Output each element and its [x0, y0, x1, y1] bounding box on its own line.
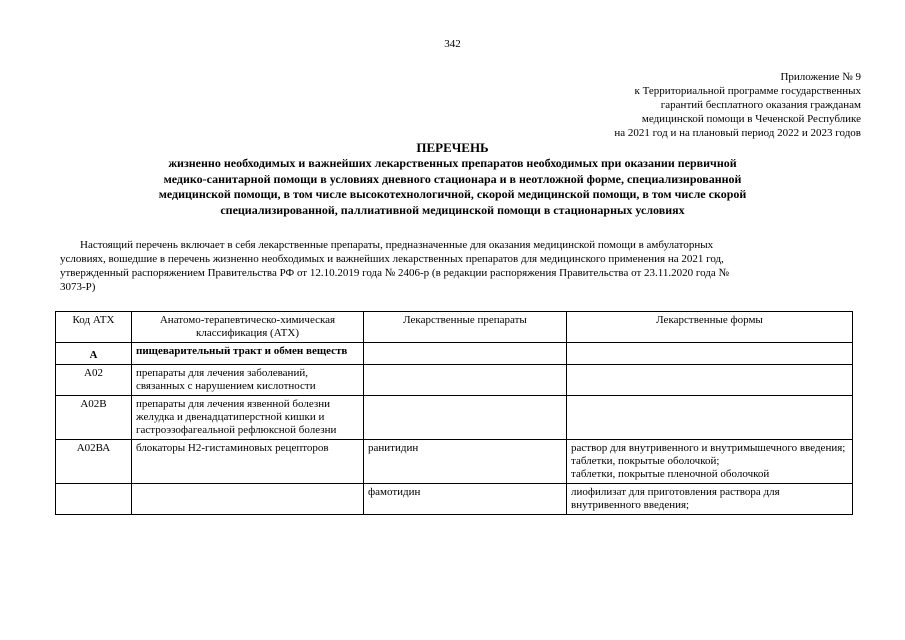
- document-title: ПЕРЕЧЕНЬ: [416, 140, 489, 155]
- cell-forms: [567, 440, 853, 484]
- table-row: [56, 365, 853, 396]
- cell-code: А02: [56, 365, 132, 396]
- cell-code: А02ВА: [56, 440, 132, 484]
- intro-line: условиях, вошедшие в перечень жизненно необходимых и важнейших лекарственных препаратов для медицинского применения на 2021 год,: [60, 253, 724, 265]
- intro-line: утвержденный распоряжением Правительства РФ от 12.10.2019 года № 2406-р (в редакции распоряжения Правительства от 23.11.2020 года №: [60, 267, 730, 279]
- cell-drug: [364, 343, 567, 365]
- cell-classification: блокаторы Н2-гистаминовых рецепторов: [132, 440, 364, 484]
- appendix-note: [614, 70, 861, 140]
- page-number: 342: [444, 38, 461, 50]
- cell-drug: [364, 396, 567, 440]
- intro-line: 3073-Р): [60, 281, 96, 293]
- cell-code: [56, 484, 132, 515]
- cell-drug: [364, 365, 567, 396]
- form-item: таблетки, покрытые пленочной оболочкой: [571, 468, 770, 480]
- table-header-row: [56, 312, 853, 343]
- appendix-line: гарантий бесплатного оказания гражданам: [660, 99, 861, 111]
- cell-forms: [567, 396, 853, 440]
- appendix-line: к Территориальной программе государственных: [634, 85, 861, 97]
- appendix-line: на 2021 год и на плановый период 2022 и 2023 годов: [614, 127, 861, 139]
- appendix-line: медицинской помощи в Чеченской Республике: [641, 113, 861, 125]
- cell-forms: [567, 343, 853, 365]
- subtitle-line: медицинской помощи, в том числе высокотехнологичной, скорой медицинской помощи, в том числе скорой: [158, 187, 747, 201]
- table-row: [56, 484, 853, 515]
- intro-line: Настоящий перечень включает в себя лекарственные препараты, предназначенные для оказания медицинской помощи в амбулаторных: [80, 239, 714, 251]
- cell-classification: препараты для лечения заболеваний, связанных с нарушением кислотности: [132, 365, 364, 396]
- subtitle-line: специализированной, паллиативной медицинской помощи в стационарных условиях: [220, 202, 685, 217]
- form-item: лиофилизат для приготовления раствора для внутривенного введения;: [571, 486, 780, 511]
- cell-forms: [567, 365, 853, 396]
- cell-classification: препараты для лечения язвенной болезни желудка и двенадцатиперстной кишки и гастроэзофагеальной рефлюксной болезни: [132, 396, 364, 440]
- header-forms: Лекарственные формы: [567, 312, 853, 343]
- cell-classification: пищеварительный тракт и обмен веществ: [132, 343, 364, 365]
- document-subtitle: [90, 156, 815, 218]
- header-classification: Анатомо-терапевтическо-химическая классификация (АТХ): [132, 312, 364, 343]
- atx-table: [55, 311, 853, 515]
- form-item: таблетки, покрытые оболочкой;: [571, 455, 720, 467]
- table-row: [56, 440, 853, 484]
- header-code: Код АТХ: [56, 312, 132, 343]
- table-row: [56, 343, 853, 365]
- header-drugs: Лекарственные препараты: [364, 312, 567, 343]
- table-row: [56, 396, 853, 440]
- cell-classification: [132, 484, 364, 515]
- subtitle-line: медико-санитарной помощи в условиях дневного стационара и в неотложной форме, специализированной: [163, 171, 742, 186]
- cell-forms: [567, 484, 853, 515]
- form-item: раствор для внутривенного и внутримышечного введения;: [571, 442, 846, 454]
- intro-paragraph: [60, 238, 850, 294]
- cell-code: А02В: [56, 396, 132, 440]
- cell-code: А: [56, 343, 132, 365]
- cell-drug: фамотидин: [364, 484, 567, 515]
- cell-drug: ранитидин: [364, 440, 567, 484]
- appendix-line: Приложение № 9: [780, 71, 861, 83]
- subtitle-line: жизненно необходимых и важнейших лекарственных препаратов необходимых при оказании первичной: [168, 156, 737, 170]
